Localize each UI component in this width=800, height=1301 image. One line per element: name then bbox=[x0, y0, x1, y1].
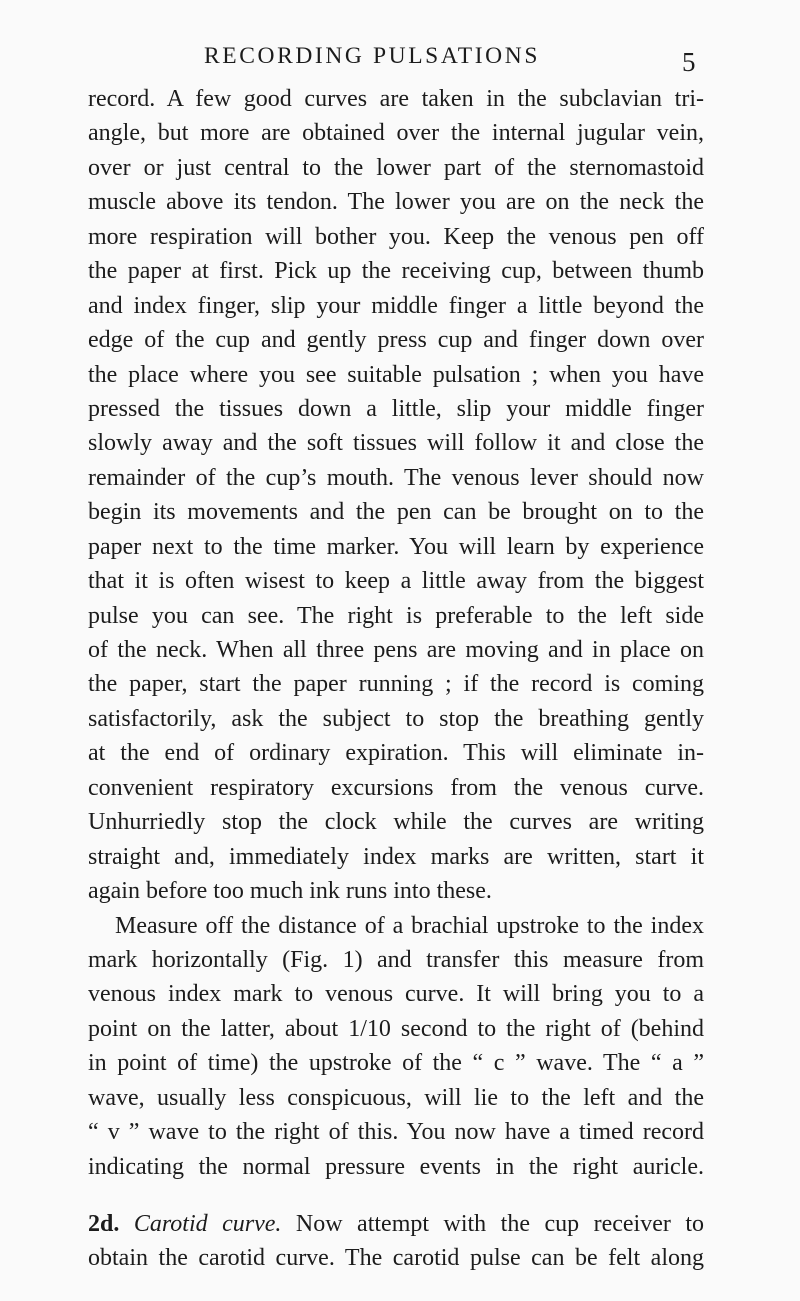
text-line: satisfactorily, ask the subject to stop the breathing gently bbox=[88, 705, 704, 732]
text-line: Unhurriedly stop the clock while the curves are writing bbox=[88, 809, 704, 836]
text-line: the paper at first. Pick up the receiving cup, between thumb bbox=[88, 258, 704, 285]
text-line: pulse you can see. The right is preferable to the left side bbox=[88, 602, 704, 629]
paragraph-1 bbox=[88, 82, 704, 909]
text-line: paper next to the time marker. You will learn by experience bbox=[88, 533, 704, 560]
text-line: wave, usually less conspicuous, will lie to the left and the bbox=[88, 1084, 704, 1111]
text-line: straight and, immediately index marks are written, start it bbox=[88, 843, 704, 870]
text-line: pressed the tissues down a little, slip your middle finger bbox=[88, 395, 704, 422]
text-line: over or just central to the lower part of the sternomastoid bbox=[88, 154, 704, 181]
paragraph-gap bbox=[88, 1184, 704, 1207]
text-line: edge of the cup and gently press cup and finger down over bbox=[88, 327, 704, 354]
text-line: the place where you see suitable pulsation ; when you have bbox=[88, 361, 704, 388]
text-line: record. A few good curves are taken in the subclavian tri- bbox=[88, 86, 704, 112]
text-line: indicating the normal pressure events in the right auricle. bbox=[88, 1153, 704, 1180]
text-line: point on the latter, about 1/10 second to the right of (behind bbox=[88, 1015, 704, 1042]
text-line: of the neck. When all three pens are moving and in place on bbox=[88, 637, 704, 663]
text-line: angle, but more are obtained over the internal jugular vein, bbox=[88, 120, 704, 147]
section-title: Carotid curve. bbox=[133, 1211, 282, 1237]
text-line: slowly away and the soft tissues will follow it and close the bbox=[88, 430, 704, 457]
text-line: remainder of the cup’s mouth. The venous lever should now bbox=[88, 464, 704, 491]
section-heading-line bbox=[88, 1207, 704, 1241]
section-carotid-curve bbox=[88, 1207, 704, 1276]
text-line: Measure off the distance of a brachial upstroke to the index bbox=[115, 912, 704, 939]
text-line: “ v ” wave to the right of this. You now have a timed record bbox=[88, 1119, 704, 1146]
text-line: mark horizontally (Fig. 1) and transfer this measure from bbox=[88, 946, 704, 973]
page-number: 5 bbox=[682, 47, 696, 77]
text-line: that it is often wisest to keep a little away from the biggest bbox=[88, 568, 704, 595]
body-text bbox=[88, 82, 704, 1276]
text-line: and index finger, slip your middle finger a little beyond the bbox=[88, 292, 704, 319]
paragraph-2 bbox=[88, 909, 704, 1185]
text-line: muscle above its tendon. The lower you are on the neck the bbox=[88, 189, 704, 216]
running-head bbox=[0, 43, 800, 83]
text-line: obtain the carotid curve. The carotid pulse can be felt along bbox=[88, 1245, 704, 1272]
text-line: at the end of ordinary expiration. This will eliminate in- bbox=[88, 740, 704, 767]
text-line: in point of time) the upstroke of the “ c ” wave. The “ a ” bbox=[88, 1050, 704, 1077]
text-line: convenient respiratory excursions from the venous curve. bbox=[88, 774, 704, 801]
running-title: RECORDING PULSATIONS bbox=[204, 43, 540, 69]
text-line: venous index mark to venous curve. It will bring you to a bbox=[88, 981, 704, 1008]
text-line: the paper, start the paper running ; if the record is coming bbox=[88, 671, 704, 698]
section-text: Now attempt with the cup receiver to bbox=[295, 1211, 705, 1237]
section-number: 2d. bbox=[88, 1211, 120, 1237]
text-line: more respiration will bother you. Keep the venous pen off bbox=[88, 223, 704, 250]
text-line: again before too much ink runs into these. bbox=[88, 878, 492, 905]
text-line: begin its movements and the pen can be brought on to the bbox=[88, 499, 704, 526]
